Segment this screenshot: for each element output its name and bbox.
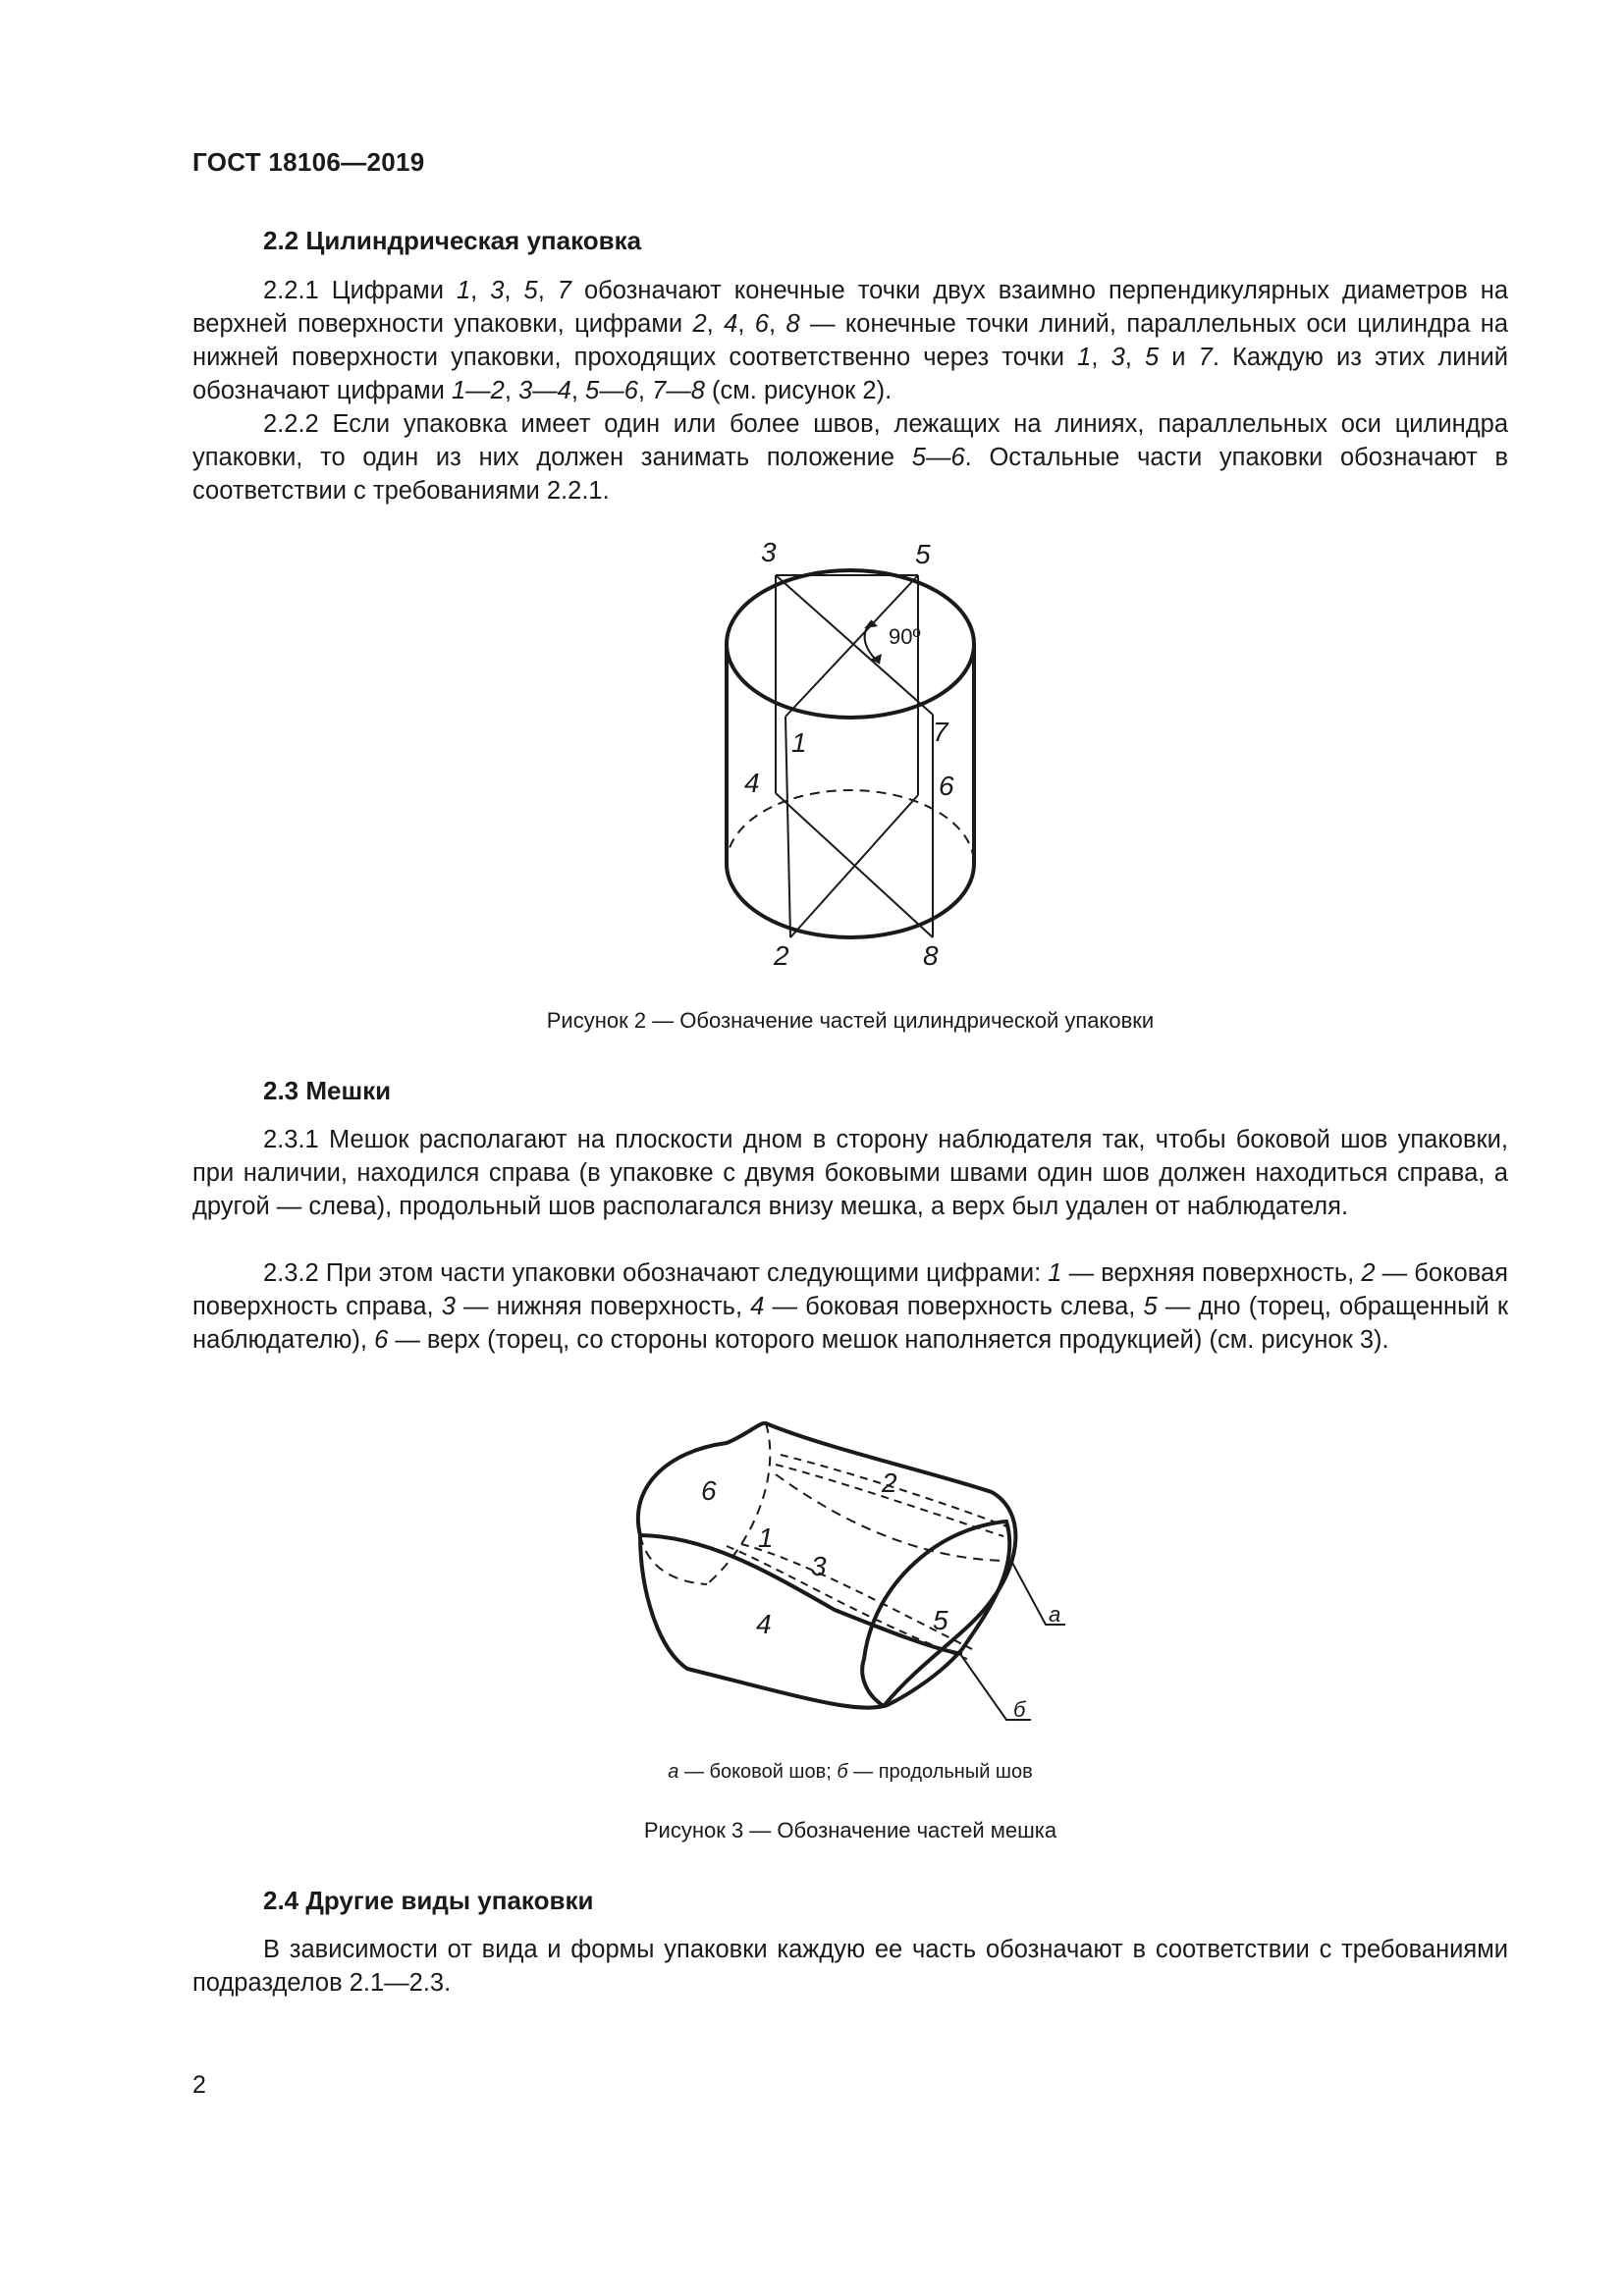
paragraph-2-3-2: 2.3.2 При этом части упаковки обозначают следующими цифрами: 1 — верхняя поверхность, 2 — боковая поверхность справа, 3 — нижняя поверхность, 4 — боковая поверхность слева, 5 — дно (торец, обращенный к наблюдателю), 6 — верх (торец, со стороны которого мешок наполняется продукцией) (см. рисунок 3).: [192, 1259, 1508, 1354]
fig2-label-6: 6: [939, 771, 954, 801]
bottom-diagonal-8-4: [776, 793, 933, 937]
cylinder-top-ellipse: [727, 570, 974, 718]
line-1-2: [785, 717, 790, 937]
fig3-label-4: 4: [756, 1609, 772, 1639]
figure-3-bag-diagram: [0, 1394, 1624, 1728]
figure-2-cylinder-diagram: [0, 0, 1624, 1021]
fig2-label-4: 4: [744, 768, 760, 798]
figure-2-caption: Рисунок 2 — Обозначение частей цилиндрической упаковки: [546, 1008, 1155, 1033]
fig2-label-3: 3: [761, 537, 777, 567]
figure-3-caption: Рисунок 3 — Обозначение частей мешка: [643, 1818, 1057, 1842]
fig3-label-6: 6: [701, 1475, 717, 1506]
paragraph-2-2-2: 2.2.2 Если упаковка имеет один или более швов, лежащих на линиях, параллельных оси цилиндра упаковки, то один из них должен занимать положение 5—6. Остальные части упаковки обозначают в соответствии с требованиями 2.2.1.: [192, 410, 1509, 505]
fig3-label-3: 3: [811, 1551, 827, 1581]
cylinder-bottom-front: [727, 864, 974, 937]
bag-long-seam: [727, 1546, 967, 1659]
fig3-label-a: а: [1049, 1602, 1061, 1627]
fig2-label-5: 5: [915, 539, 931, 569]
paragraph-2-3-1: 2.3.1 Мешок располагают на плоскости дном в сторону наблюдателя так, чтобы боковой шов упаковки, при наличии, находился справа (в упаковке с двумя боковыми швами один шов должен находиться справа, а другой — слева), продольный шов располагался внизу мешка, а верх был удален от наблюдателя.: [192, 1126, 1508, 1220]
fig3-label-2: 2: [882, 1468, 897, 1498]
fig3-label-b: б: [1013, 1697, 1026, 1722]
section-title-2-2: 2.2 Цилиндрическая упаковка: [263, 226, 642, 255]
fig2-angle-label: 90º: [889, 624, 921, 649]
fig2-label-7: 7: [933, 717, 948, 747]
fig3-label-1: 1: [758, 1522, 774, 1553]
cylinder-bottom-back: [727, 790, 974, 864]
document-header: ГОСТ 18106—2019: [192, 147, 425, 177]
paragraph-2-2-1: 2.2.1 Цифрами 1, 3, 5, 7 обозначают конечные точки двух взаимно перпендикулярных диаметров на верхней поверхности упаковки, цифрами 2, 4, 6, 8 — конечные точки линий, параллельных оси цилиндра на нижней поверхности упаковки, проходящих соответственно через точки 1, 3, 5 и 7. Каждую из этих линий обозначают цифрами 1—2, 3—4, 5—6, 7—8 (см. рисунок 2).: [192, 277, 1509, 404]
bag-outline: [638, 1423, 1016, 1708]
page-number: 2: [192, 2071, 206, 2099]
section-title-2-4: 2.4 Другие виды упаковки: [263, 1886, 594, 1915]
section-title-2-3: 2.3 Мешки: [263, 1076, 392, 1105]
figure-3-note: а — боковой шов; б — продольный шов: [668, 1761, 1033, 1783]
fig3-label-5: 5: [933, 1605, 948, 1635]
fig2-label-2: 2: [774, 940, 789, 971]
fig2-label-8: 8: [923, 940, 939, 971]
paragraph-2-4: В зависимости от вида и формы упаковки каждую ее часть обозначают в соответствии с требованиями подразделов 2.1—2.3.: [192, 1936, 1508, 1997]
fig2-label-1: 1: [791, 727, 807, 758]
